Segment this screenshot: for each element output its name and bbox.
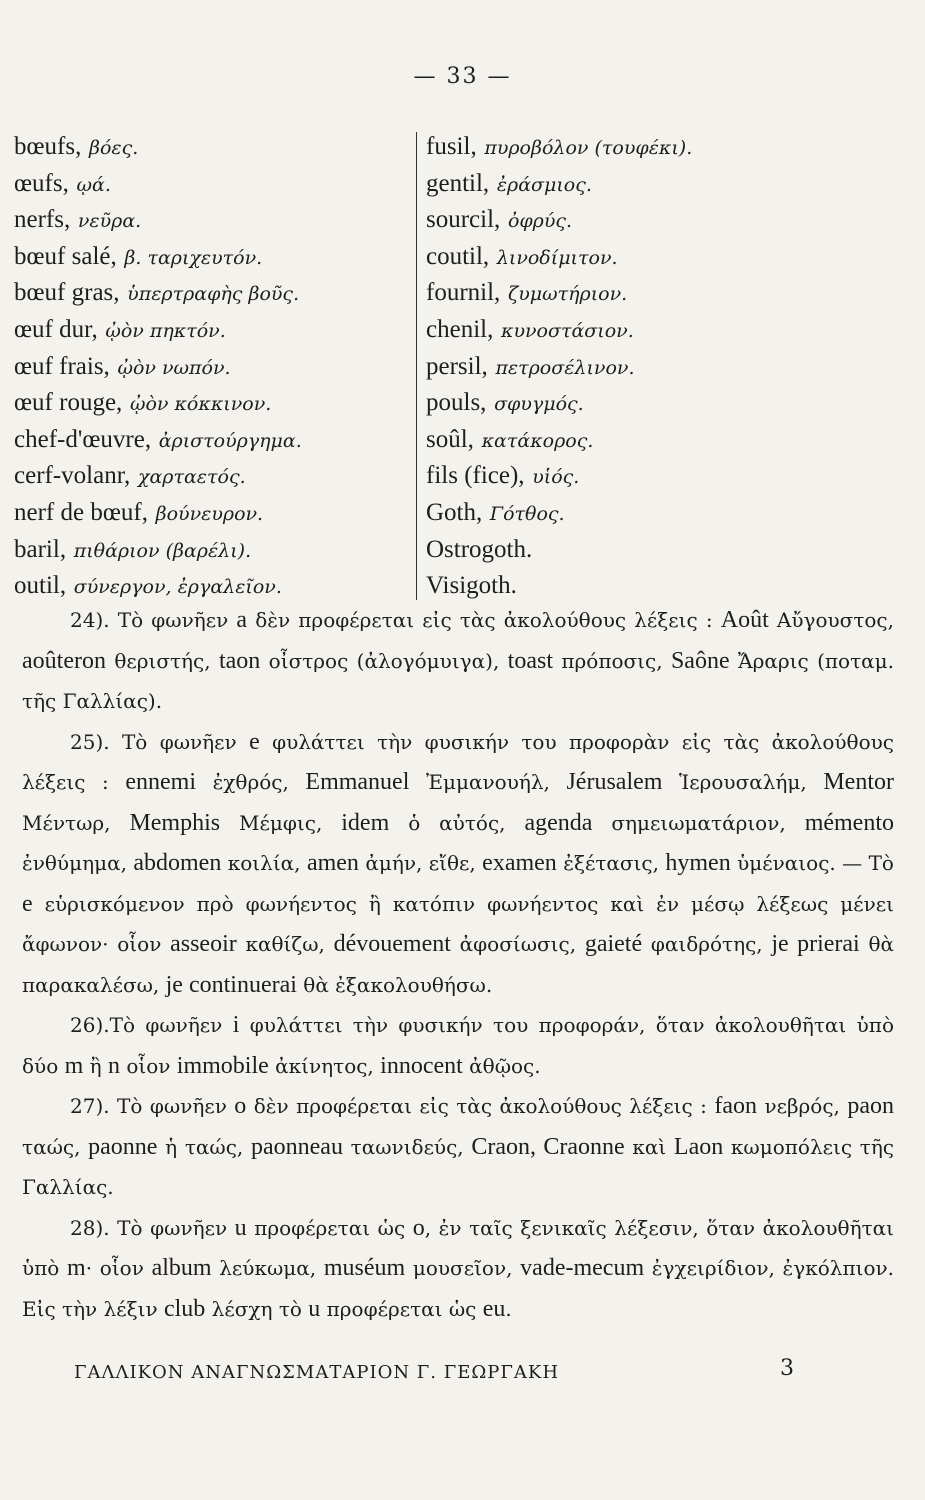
footer-title: ΓΑΛΛΙΚΟΝ ΑΝΑΓΝΩΣΜΑΤΑΡΙΟΝ Γ. ΓΕΩΡΓΑΚΗ (74, 1362, 560, 1383)
greek-translation: ὀφρύς. (507, 210, 573, 233)
french-term: Memphis (129, 809, 221, 836)
greek-text: ὑμέναιος. — Τὸ (730, 851, 894, 875)
greek-translation: πιθάριον (βαρέλι). (73, 539, 252, 562)
greek-translation: ᾠὸν νωπόν. (117, 356, 231, 379)
french-word: gentil, (426, 169, 490, 197)
greek-text: ἀθῷος. (462, 1053, 541, 1078)
greek-text: ἐνθύμημα, (22, 851, 134, 875)
greek-text: ταωνιδεύς, (342, 1134, 472, 1159)
greek-translation: ἀριστούργημα. (158, 429, 302, 452)
greek-text: φαιδρότης, (642, 932, 772, 956)
french-term: gaieté (584, 931, 643, 957)
greek-text: ἀμήν, εἴθε, (358, 851, 483, 875)
greek-text: φυλάττει τὴν φυσικήν του προφοράν, ὅταν ἀκολουθῆται ὑπὸ δύο (22, 1013, 894, 1078)
french-word: œuf frais, (14, 352, 110, 380)
vocabulary-entry (14, 457, 406, 494)
french-word: fournil, (426, 279, 501, 307)
french-word: bœuf gras, (14, 279, 120, 307)
french-term: idem (341, 809, 390, 836)
vocabulary-entry (14, 311, 406, 348)
french-term: vade-mecum (520, 1255, 645, 1281)
paragraph-number: 26). (70, 1013, 110, 1037)
greek-translation: σφυγμός. (494, 393, 584, 416)
vocabulary-entry (426, 348, 906, 385)
paragraph-number: 24). (70, 608, 110, 632)
greek-text: · οἷον (85, 1256, 152, 1280)
vocabulary-entry (14, 128, 406, 165)
french-term: n (107, 1052, 120, 1079)
vocabulary-entry (14, 165, 406, 202)
vocabulary-entry (426, 421, 906, 458)
french-term: muséum (323, 1255, 406, 1281)
french-term: examen (482, 850, 557, 876)
greek-translation: Γότθος. (489, 502, 565, 525)
french-word: nerfs, (14, 206, 71, 234)
greek-text: ἐχθρός, (196, 770, 306, 794)
vocabulary-entry (426, 384, 906, 421)
greek-translation: λινοδίμιτον. (496, 246, 618, 269)
greek-text: πρόποσις, (553, 648, 671, 673)
french-term: aoûteron (22, 647, 106, 674)
french-term: club (163, 1295, 206, 1322)
french-word: bœufs, (14, 133, 82, 160)
greek-text: σημειωματάριον, (592, 810, 805, 835)
vocabulary-entry (426, 274, 906, 311)
french-word: œuf rouge, (14, 389, 123, 417)
greek-text: Μέντωρ, (22, 810, 130, 835)
greek-text: ἀφοσίωσις, (450, 932, 585, 956)
greek-text: Τὸ φωνῆεν (109, 1013, 233, 1037)
vocabulary-entry (14, 384, 406, 421)
french-word: sourcil, (426, 206, 501, 234)
french-term: o (412, 1214, 425, 1241)
greek-text: Τὸ φωνῆεν (109, 1215, 235, 1240)
greek-text: Ἱερουσαλήμ, (662, 770, 824, 794)
french-term: je continuerai (165, 971, 297, 998)
french-word: Goth, (426, 498, 483, 526)
greek-translation: σύνεργον, ἐργαλεῖον. (73, 576, 282, 599)
greek-translation: ὑπερτραφὴς βοῦς. (127, 283, 300, 306)
french-term: i (232, 1012, 240, 1038)
vocabulary-entry (14, 531, 406, 568)
vocabulary-entry (426, 128, 906, 165)
french-term: m (64, 1052, 84, 1079)
greek-text: κοιλία, (221, 851, 307, 875)
rule-paragraph (22, 600, 894, 722)
french-word: soûl, (426, 425, 474, 453)
greek-text: Τὸ φωνῆεν (109, 608, 237, 632)
french-word: outil, (14, 572, 67, 600)
french-term: u (234, 1214, 247, 1241)
french-term: taon (218, 647, 261, 674)
french-term: album (151, 1255, 212, 1281)
rule-paragraph (22, 1086, 894, 1208)
greek-text: δὲν προφέρεται εἰς τὰς ἀκολούθους λέξεις : (247, 608, 721, 632)
french-term: abdomen (133, 850, 222, 876)
greek-text: καθίζω, (236, 932, 334, 956)
column-divider (416, 132, 417, 600)
greek-text: ταώς, (22, 1134, 89, 1159)
greek-translation: β. ταριχευτόν. (124, 246, 263, 269)
french-term: asseoir (170, 931, 237, 957)
french-term: o (234, 1093, 247, 1119)
french-word: persil, (426, 352, 488, 380)
french-term: dévouement (333, 931, 451, 957)
greek-text: Τὸ φωνῆεν (109, 1094, 235, 1118)
page-number: — 33 — (413, 64, 512, 89)
french-word: Visigoth. (426, 572, 517, 600)
vocabulary-columns (14, 128, 914, 604)
french-term: faon (714, 1093, 758, 1119)
vocabulary-entry (14, 201, 406, 238)
french-term: agenda (524, 809, 593, 836)
french-word: chenil, (426, 315, 494, 343)
greek-translation: βούνευρον. (155, 502, 264, 525)
greek-text: προφέρεται ὡς (320, 1296, 483, 1321)
vocabulary-entry (14, 494, 406, 531)
french-term: Emmanuel (305, 769, 410, 795)
greek-translation: πετροσέλινον. (495, 356, 635, 379)
signature-mark: 3 (780, 1356, 794, 1381)
vocabulary-entry (14, 348, 406, 385)
french-word: cerf-volanr, (14, 462, 131, 490)
greek-text: φυλάττει τὴν φυσικήν του προφορὰν εἰς τὰς ἀκολούθους λέξεις : (22, 729, 895, 794)
french-term: Saône (670, 647, 730, 674)
vocabulary-entry (14, 567, 406, 604)
french-term: ennemi (125, 769, 196, 795)
right-vocabulary-column (426, 128, 906, 604)
vocabulary-entry (14, 421, 406, 458)
french-term: je prierai (771, 931, 860, 957)
greek-translation: ζυμωτήριον. (507, 283, 628, 306)
greek-text: μουσεῖον, (405, 1256, 521, 1280)
vocabulary-entry (14, 274, 406, 311)
greek-text: ἀκίνητος, (268, 1053, 381, 1078)
greek-text: κωμοπόλεις τῆς Γαλλίας. (22, 1134, 894, 1199)
french-term: u (308, 1295, 321, 1322)
rule-paragraph (22, 1005, 894, 1086)
greek-text: προφέρεται ὡς (246, 1215, 413, 1240)
vocabulary-entry (426, 165, 906, 202)
greek-translation: κυνοστάσιον. (500, 319, 634, 342)
greek-translation: κατάκορος. (481, 429, 594, 452)
left-vocabulary-column (14, 128, 406, 604)
french-term: a (236, 607, 248, 633)
greek-text: καὶ (624, 1134, 674, 1159)
greek-text: ἢ (83, 1053, 108, 1078)
vocabulary-entry (426, 201, 906, 238)
greek-text: δὲν προφέρεται εἰς τὰς ἀκολούθους λέξεις : (246, 1094, 715, 1118)
french-word: Ostrogoth. (426, 535, 533, 563)
rule-paragraph (22, 722, 894, 1006)
french-term: amen (306, 850, 359, 876)
greek-text: Ἐμμανουήλ, (409, 770, 567, 794)
greek-translation: πυροβόλον (τουφέκι). (484, 137, 693, 159)
french-term: Laon (673, 1133, 724, 1160)
greek-text: Ἄραρις (ποταμ. τῆς Γαλλίας). (22, 648, 894, 713)
french-term: mémento (804, 809, 894, 836)
french-word: fils (fice), (426, 462, 525, 490)
greek-text: θεριστής, (105, 648, 219, 673)
greek-text: . (505, 1296, 512, 1321)
greek-text: οἶστρος (ἀλογόμυιγα), (260, 648, 508, 673)
greek-text: θὰ παρακαλέσω, (22, 932, 895, 997)
french-word: fusil, (426, 133, 477, 160)
greek-text: θὰ ἐξακολουθήσω. (296, 972, 493, 997)
french-term: e (22, 890, 33, 917)
greek-translation: ᾠὸν πηκτόν. (105, 319, 226, 342)
french-word: chef-d'œuvre, (14, 425, 152, 453)
greek-text: ἡ ταώς, (157, 1134, 251, 1159)
greek-text: λεύκωμα, (211, 1256, 324, 1280)
greek-text: νεβρός, (757, 1094, 848, 1118)
greek-translation: ἐράσμιος. (496, 173, 592, 196)
paragraph-number: 25). (70, 729, 110, 754)
greek-text: ἐγχειρίδιον, ἐγκόλπιον. Εἰς τὴν λέξιν (22, 1256, 894, 1321)
vocabulary-entry (426, 238, 906, 275)
paragraph-number: 27). (70, 1094, 110, 1118)
greek-translation: βόες. (89, 137, 139, 159)
greek-text: ὁ αὐτός, (389, 810, 525, 835)
greek-text: λέσχη τὸ (205, 1296, 309, 1321)
french-word: bœuf salé, (14, 242, 117, 270)
french-word: nerf de bœuf, (14, 498, 148, 526)
greek-translation: ῳά. (76, 173, 111, 196)
vocabulary-entry (426, 311, 906, 348)
paragraph-number: 28). (70, 1215, 110, 1240)
french-term: paon (847, 1093, 894, 1119)
french-word: œufs, (14, 169, 69, 197)
french-term: Craon, Craonne (471, 1133, 625, 1160)
greek-translation: υἱός. (532, 466, 580, 489)
vocabulary-entry (426, 457, 906, 494)
french-term: paonneau (250, 1133, 343, 1160)
greek-text: Τὸ φωνῆεν (109, 729, 250, 754)
greek-text: εὑρισκόμενον πρὸ φωνήεντος ἢ κατόπιν φωνήεντος καὶ ἐν μέσῳ λέξεως μένει ἄφωνον· οἷον (22, 891, 894, 956)
french-term: immobile (176, 1052, 269, 1079)
greek-text: οἷον (119, 1053, 177, 1078)
french-word: baril, (14, 535, 67, 563)
greek-translation: χαρταετός. (137, 466, 246, 489)
vocabulary-entry (426, 494, 906, 531)
french-word: œuf dur, (14, 315, 98, 343)
greek-text: ἐξέτασις, (556, 851, 666, 875)
body-text (22, 600, 894, 1329)
greek-translation: νεῦρα. (77, 210, 142, 233)
french-term: toast (507, 647, 553, 674)
rule-paragraph (22, 1208, 894, 1330)
french-term: m (67, 1255, 86, 1281)
french-term: paonne (88, 1133, 158, 1160)
french-term: eu (482, 1295, 506, 1322)
french-term: innocent (380, 1052, 463, 1079)
greek-translation: ᾠὸν κόκκινον. (129, 393, 272, 416)
french-term: e (249, 728, 260, 755)
french-word: coutil, (426, 242, 490, 270)
greek-text: Μέμφις, (220, 810, 342, 835)
vocabulary-entry (14, 238, 406, 275)
french-term: Août (720, 607, 769, 633)
french-term: hymen (665, 850, 731, 876)
vocabulary-entry (426, 567, 906, 604)
french-term: Mentor (823, 769, 894, 795)
french-term: Jérusalem (566, 769, 663, 795)
greek-text: Αὔγουστος, (768, 608, 894, 632)
french-word: pouls, (426, 389, 487, 417)
greek-text: , ἐν ταῖς ξενικαῖς λέξεσιν, ὅταν ἀκολουθῆται ὑπὸ (22, 1215, 894, 1280)
vocabulary-entry (426, 531, 906, 568)
